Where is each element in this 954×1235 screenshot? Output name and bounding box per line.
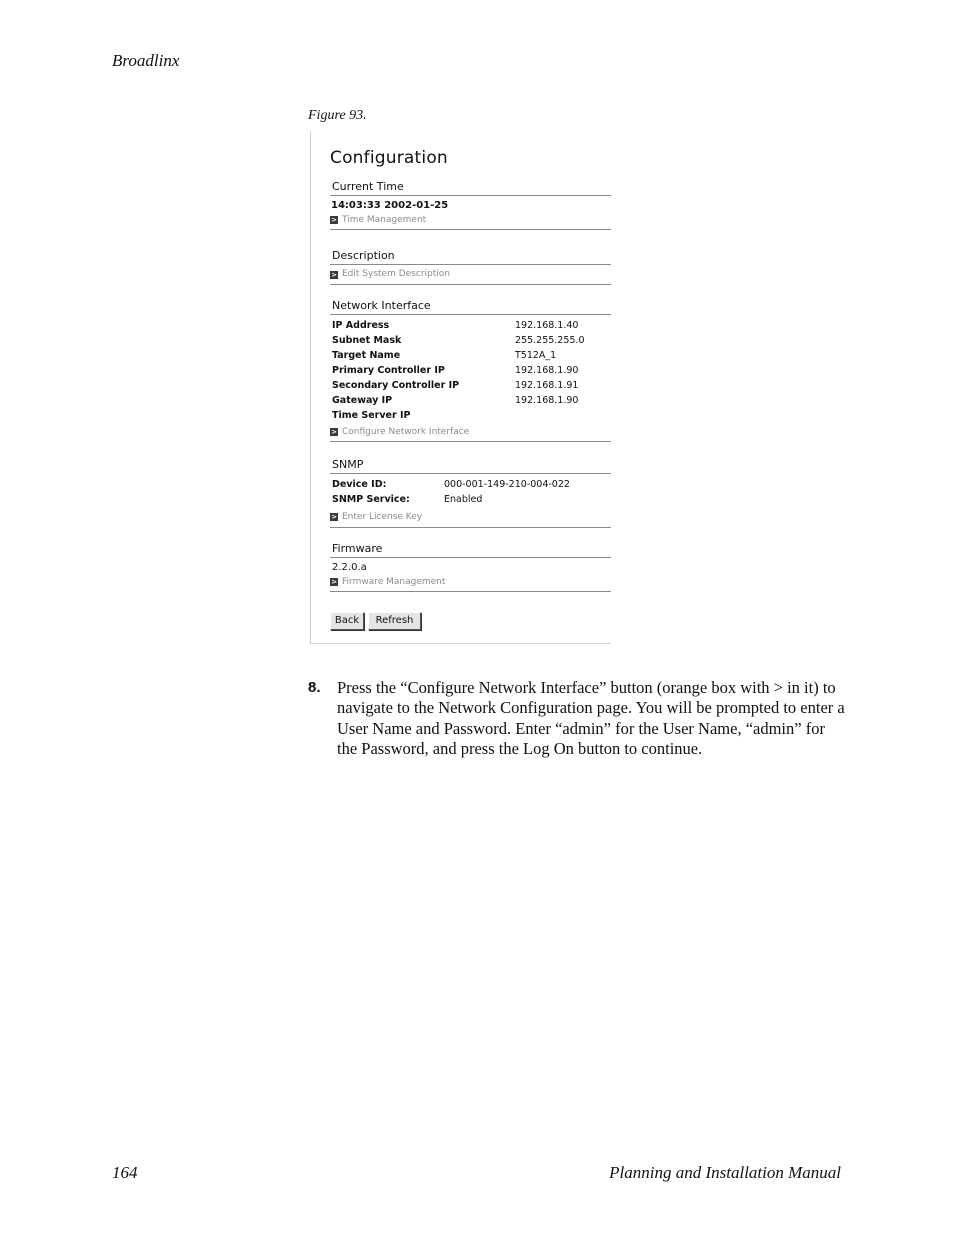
primary-controller-ip-value: 192.168.1.90 xyxy=(515,365,579,376)
target-name-label: Target Name xyxy=(332,350,401,361)
time-management-label: Time Management xyxy=(342,215,427,225)
current-time-value: 14:03:33 2002-01-25 xyxy=(331,200,449,211)
network-interface-table xyxy=(330,318,585,423)
table-row xyxy=(330,318,585,333)
table-row xyxy=(330,393,585,408)
refresh-button[interactable]: Refresh xyxy=(368,612,421,630)
enter-license-key-label: Enter License Key xyxy=(342,512,423,522)
arrow-right-icon: > xyxy=(331,578,337,586)
target-name-value: T512A_1 xyxy=(515,350,557,361)
configure-network-interface-link[interactable] xyxy=(330,423,611,442)
network-interface-heading: Network Interface xyxy=(330,299,611,315)
footer-title: Planning and Installation Manual xyxy=(609,1163,841,1182)
subnet-mask-value: 255.255.255.0 xyxy=(515,335,585,346)
gateway-ip-value: 192.168.1.90 xyxy=(515,395,579,406)
table-row xyxy=(330,363,585,378)
instruction-step xyxy=(308,678,848,760)
table-row xyxy=(330,492,570,507)
table-row xyxy=(330,477,570,492)
secondary-controller-ip-value: 192.168.1.91 xyxy=(515,380,579,391)
time-server-ip-label: Time Server IP xyxy=(332,410,411,421)
arrow-right-icon: > xyxy=(331,513,337,521)
snmp-heading: SNMP xyxy=(330,458,611,474)
configure-network-interface-label: Configure Network Interface xyxy=(342,427,470,437)
firmware-version: 2.2.0.a xyxy=(332,562,367,573)
edit-description-link[interactable] xyxy=(330,265,611,285)
snmp-table xyxy=(330,477,570,507)
table-row xyxy=(330,408,585,423)
ip-address-value: 192.168.1.40 xyxy=(515,320,579,331)
ip-address-label: IP Address xyxy=(332,320,390,331)
table-row xyxy=(330,333,585,348)
network-interface-section xyxy=(330,299,611,442)
configuration-screenshot xyxy=(310,131,611,644)
running-head: Broadlinx xyxy=(112,51,180,70)
description-section xyxy=(330,249,611,285)
firmware-management-link[interactable] xyxy=(330,573,611,592)
back-button[interactable]: Back xyxy=(330,612,364,630)
description-heading: Description xyxy=(330,249,611,265)
firmware-section xyxy=(330,542,611,592)
current-time-heading: Current Time xyxy=(330,180,611,196)
enter-license-key-link[interactable] xyxy=(330,507,611,528)
page-title: Configuration xyxy=(330,148,448,168)
subnet-mask-label: Subnet Mask xyxy=(332,335,402,346)
device-id-value: 000-001-149-210-004-022 xyxy=(444,479,570,490)
device-id-label: Device ID: xyxy=(332,479,387,490)
step-text: Press the “Configure Network Interface” button (orange box with > in it) to navigate to the Network Configuration page. You will be prompted to enter a User Name and Password. Enter “admin” for the User Name, “admin” for the Password, and press the Log On button to continue. xyxy=(337,678,845,759)
snmp-service-value: Enabled xyxy=(444,494,483,505)
time-management-link[interactable] xyxy=(330,211,611,230)
arrow-right-icon: > xyxy=(331,270,337,279)
primary-controller-ip-label: Primary Controller IP xyxy=(332,365,445,376)
arrow-right-icon: > xyxy=(331,428,337,436)
step-number: 8. xyxy=(308,679,321,696)
snmp-section xyxy=(330,458,611,528)
firmware-heading: Firmware xyxy=(330,542,611,558)
firmware-management-label: Firmware Management xyxy=(342,577,446,587)
time-server-ip-value xyxy=(513,408,585,423)
page-number: 164 xyxy=(112,1163,138,1182)
arrow-right-icon: > xyxy=(331,216,337,224)
current-time-section xyxy=(330,180,611,230)
table-row xyxy=(330,378,585,393)
snmp-service-label: SNMP Service: xyxy=(332,494,410,505)
figure-caption: Figure 93. xyxy=(308,108,367,123)
secondary-controller-ip-label: Secondary Controller IP xyxy=(332,380,460,391)
table-row xyxy=(330,348,585,363)
edit-description-label: Edit System Description xyxy=(342,269,450,279)
gateway-ip-label: Gateway IP xyxy=(332,395,393,406)
